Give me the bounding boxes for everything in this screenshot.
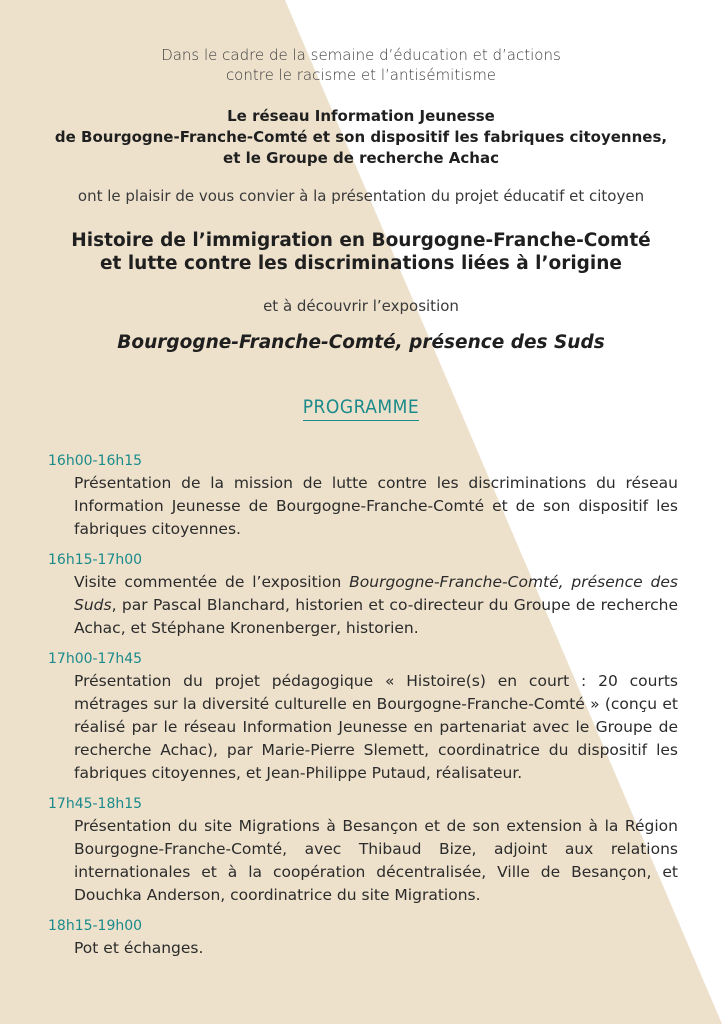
exhibition-title: Bourgogne-Franche-Comté, présence des Suds: [117, 332, 605, 353]
programme-time: 17h45-18h15: [48, 796, 143, 812]
programme-time: 16h00-16h15: [48, 453, 143, 469]
project-title: [0, 229, 722, 275]
organizers-line-3: et le Groupe de recherche Achac: [223, 149, 499, 167]
programme-list: [48, 452, 678, 970]
programme-heading-label: PROGRAMME: [303, 396, 419, 421]
intro-line-2: contre le racisme et l’antisémitisme: [225, 66, 497, 84]
description-part: Visite commentée de l’exposition: [74, 573, 350, 591]
description-part: , par Pascal Blanchard, historien et co-directeur du Groupe de recherche Achac, et Stéphane Kronenberger, historien.: [74, 596, 678, 637]
project-title-line-2: et lutte contre les discriminations liées à l’origine: [100, 253, 622, 274]
programme-description: Présentation du projet pédagogique « Histoire(s) en court : 20 courts métrages sur la diversité culturelle en Bourgogne-Franche-Comté » (conçu et réalisé par le réseau Information Jeunesse en partenariat avec le Groupe de recherche Achac), par Marie-Pierre Slemett, coordinatrice du dispositif les fabriques citoyennes, et Jean-Philippe Putaud, réalisateur.: [74, 672, 678, 782]
project-title-line-1: Histoire de l’immigration en Bourgogne-Franche-Comté: [71, 230, 651, 251]
programme-time: 17h00-17h45: [48, 651, 143, 667]
programme-description: Pot et échanges.: [74, 939, 204, 957]
programme-item: [48, 551, 678, 640]
organizers-line-1: Le réseau Information Jeunesse: [227, 107, 495, 125]
intro-text: [0, 45, 722, 85]
programme-item: [48, 795, 678, 907]
programme-time: 16h15-17h00: [48, 552, 143, 568]
programme-item: [48, 917, 678, 960]
programme-time: 18h15-19h00: [48, 918, 143, 934]
organizers: [0, 106, 722, 169]
intro-line-1: Dans le cadre de la semaine d’éducation et d’actions: [161, 46, 561, 64]
exhibition-title-inline: Bourgogne-Franche-Comté, présence des Suds: [74, 573, 678, 614]
invitation-text: ont le plaisir de vous convier à la présentation du projet éducatif et citoyen: [77, 187, 645, 205]
discover-text: et à découvrir l’exposition: [263, 297, 459, 315]
programme-item: [48, 452, 678, 541]
programme-description: Présentation du site Migrations à Besançon et de son extension à la Région Bourgogne-Franche-Comté, avec Thibaud Bize, adjoint aux relations internationales et à la coopération décentralisée, Ville de Besançon, et Douchka Anderson, coordinatrice du site Migrations.: [74, 817, 678, 904]
programme-description: Présentation de la mission de lutte contre les discriminations du réseau Information Jeunesse de Bourgogne-Franche-Comté et de son dispositif les fabriques citoyennes.: [74, 474, 678, 538]
programme-heading: [0, 396, 722, 421]
programme-item: [48, 650, 678, 785]
organizers-line-2: de Bourgogne-Franche-Comté et son dispositif les fabriques citoyennes,: [54, 128, 668, 146]
programme-description: [74, 571, 678, 640]
